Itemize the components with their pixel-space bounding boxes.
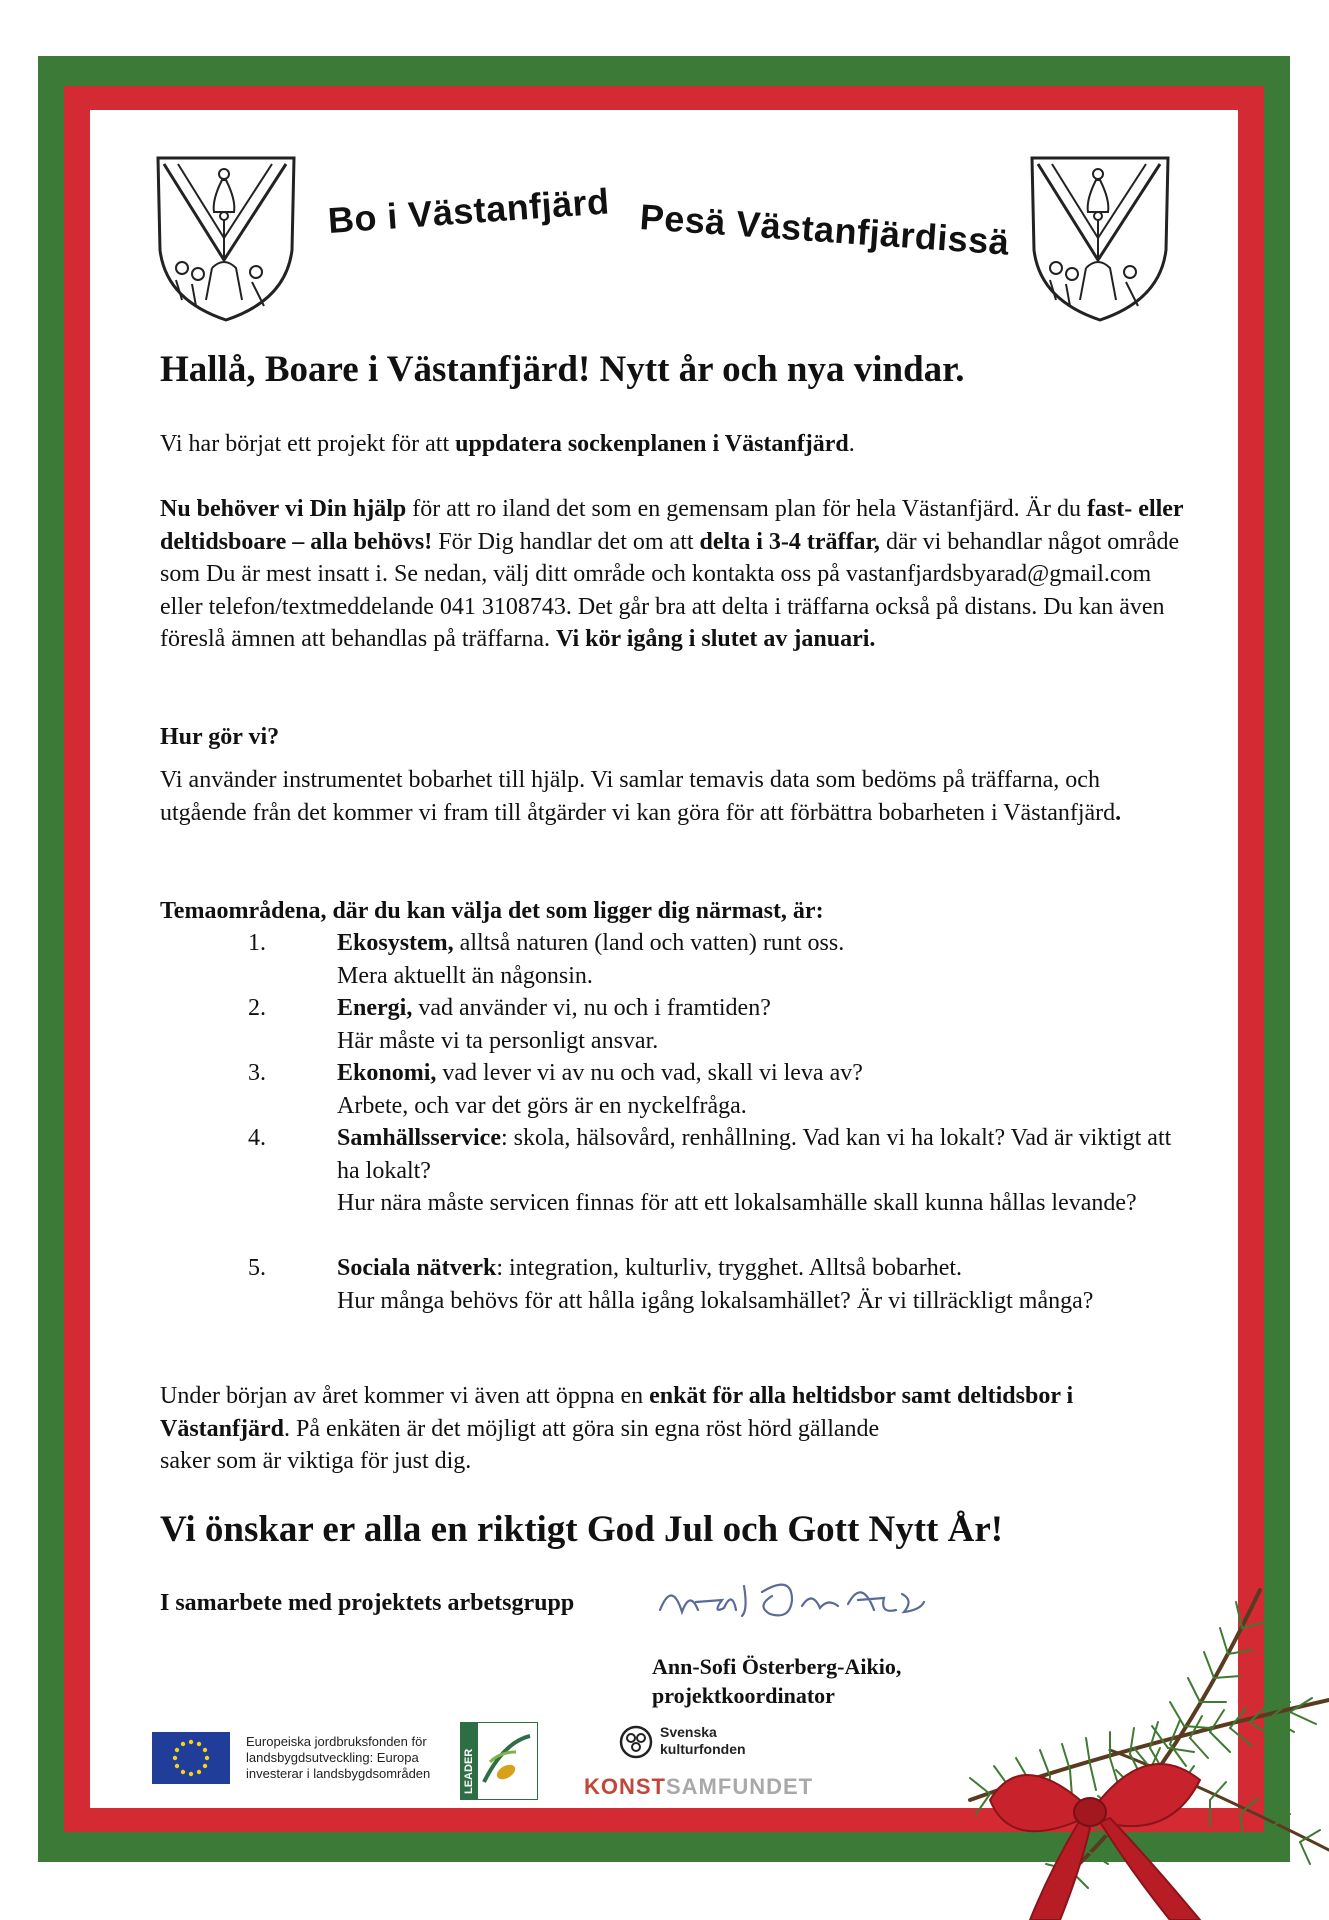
page-title: Hallå, Boare i Västanfjärd! Nytt år och nya vindar. <box>160 349 965 390</box>
survey-paragraph <box>160 1380 1190 1478</box>
help-bold-2: fast- eller deltidsboare – alla behövs! <box>160 496 1184 555</box>
list-bold: Samhällsservice <box>337 1125 501 1151</box>
coat-of-arms-left-icon <box>152 150 300 322</box>
list-desc: vad lever vi av nu och vad, skall vi leva av? <box>436 1060 863 1086</box>
list-desc: : integration, kulturliv, trygghet. Alltså bobarhet. <box>496 1255 963 1281</box>
list-bold: Sociala nätverk <box>337 1255 497 1281</box>
header-title-finnish: Pesä Västanfjärdissä <box>638 196 1011 263</box>
kulturfonden-text <box>660 1724 746 1758</box>
help-bold-4: Vi kör igång i slutet av januari. <box>556 626 876 652</box>
help-text-1: för att ro iland det som en gemensam plan för hela Västanfjärd. Är du <box>406 496 1087 522</box>
leader-logo-icon <box>460 1722 538 1800</box>
list-text <box>337 1122 1187 1220</box>
list-text <box>337 992 1187 1057</box>
survey-bold: enkät för alla heltidsbor samt deltidsbor i Västanfjärd <box>160 1383 1074 1442</box>
samfundet-part: SAMFUNDET <box>666 1774 814 1799</box>
coat-of-arms-right-icon <box>1026 150 1174 322</box>
help-text-3: där vi behandlar något område som Du är mest insatt i. Se nedan, välj ditt område och kontakta oss på vastanfjardsbyarad@gmail.com eller telefon/textmeddelande 041 3108743. Det går bra att delta i träffarna också på distans. Du kan även föreslå ämnen att behandlas på träffarna. <box>160 528 1180 652</box>
help-paragraph <box>160 493 1190 656</box>
kf-line: Svenska <box>660 1724 717 1740</box>
list-text <box>337 1252 1187 1317</box>
list-desc: vad använder vi, nu och i framtiden? <box>412 995 771 1021</box>
survey-text: Under början av året kommer vi även att öppna en <box>160 1383 650 1409</box>
list-extra: Hur många behövs för att hålla igång lokalsamhället? Är vi tillräckligt många? <box>337 1287 1094 1314</box>
christmas-branch-icon <box>930 1550 1329 1920</box>
list-extra: Mera aktuellt än någonsin. <box>337 962 593 989</box>
intro-end: . <box>848 431 855 457</box>
intro-bold: uppdatera sockenplanen i Västanfjärd <box>455 431 849 457</box>
intro-paragraph <box>160 428 1190 461</box>
intro-text: Vi har börjat ett projekt för att <box>160 431 456 457</box>
signer-name: Ann-Sofi Österberg-Aikio, <box>652 1654 902 1679</box>
kf-line: kulturfonden <box>660 1741 746 1757</box>
list-desc: : skola, hälsovård, renhållning. Vad kan vi ha lokalt? Vad är viktigt att ha lokalt? <box>337 1125 1172 1184</box>
eu-line: landsbygdsutveckling: Europa <box>246 1750 419 1765</box>
survey-line3: saker som är viktiga för just dig. <box>160 1448 472 1474</box>
how-text: Vi använder instrumentet bobarhet till hjälp. Vi samlar temavis data som bedöms på träffarna, och utgående från det kommer vi fram till åtgärder vi kan göra för att förbättra bobarheten i Västanfjärd <box>160 767 1116 826</box>
leader-label: LEADER <box>463 1748 475 1794</box>
list-number: 3. <box>248 1060 266 1086</box>
list-number: 4. <box>248 1125 266 1151</box>
help-bold-3: delta i 3-4 träffar, <box>699 528 880 555</box>
list-extra: Hur nära måste servicen finnas för att ett lokalsamhälle skall kunna hållas levande? <box>337 1190 1137 1216</box>
help-bold-1: Nu behöver vi Din hjälp <box>160 496 407 522</box>
help-text-2: För Dig handlar det om att <box>432 528 700 555</box>
header-title-swedish: Bo i Västanfjärd <box>326 180 611 241</box>
konstsamfundet-logo <box>584 1774 813 1800</box>
list-extra: Här måste vi ta personligt ansvar. <box>337 1027 659 1054</box>
survey-end: . På enkäten är det möjligt att göra sin egna röst hörd gällande <box>284 1415 880 1442</box>
list-text <box>337 927 1187 992</box>
season-greeting: Vi önskar er alla en riktigt God Jul och Gott Nytt År! <box>160 1509 1004 1550</box>
eu-fund-text <box>246 1734 430 1782</box>
list-number: 5. <box>248 1255 266 1281</box>
list-bold: Energi, <box>337 995 413 1021</box>
signer-role: projektkoordinator <box>652 1683 835 1708</box>
kulturfonden-logo-icon <box>618 1724 654 1760</box>
themes-title: Temaområdena, där du kan välja det som ligger dig närmast, är: <box>160 898 824 924</box>
eu-line: Europeiska jordbruksfonden för <box>246 1734 427 1749</box>
list-bold: Ekonomi, <box>337 1060 437 1086</box>
list-number: 1. <box>248 930 266 956</box>
handwritten-signature <box>652 1570 952 1640</box>
list-bold: Ekosystem, <box>337 930 454 956</box>
eu-line: investerar i landsbygdsområden <box>246 1766 431 1781</box>
how-dot: . <box>1115 799 1122 826</box>
list-number: 2. <box>248 995 266 1021</box>
list-text <box>337 1057 1187 1122</box>
eu-flag-icon <box>152 1732 230 1784</box>
collaboration-note: I samarbete med projektets arbetsgrupp <box>160 1590 575 1616</box>
signer-block <box>652 1652 901 1710</box>
list-desc: alltså naturen (land och vatten) runt oss. <box>453 930 845 956</box>
how-paragraph <box>160 764 1190 829</box>
list-extra: Arbete, och var det görs är en nyckelfråga. <box>337 1092 747 1119</box>
how-title: Hur gör vi? <box>160 724 280 750</box>
konst-part: KONST <box>584 1774 666 1799</box>
